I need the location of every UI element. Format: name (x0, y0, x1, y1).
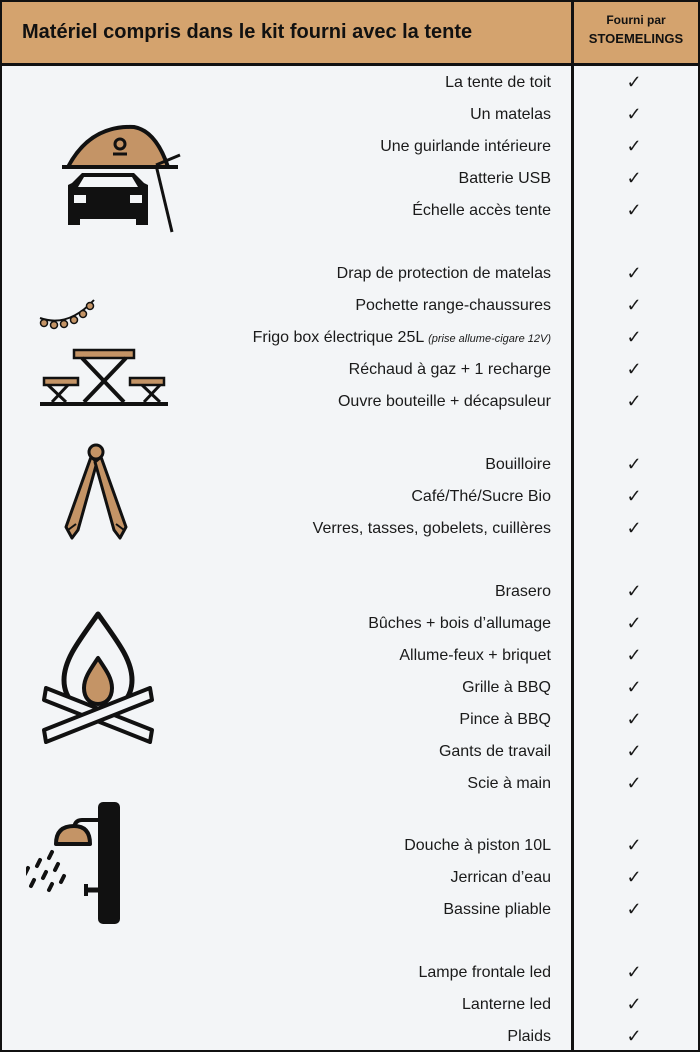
list-item (404, 836, 551, 856)
check-icon: ✓ (626, 359, 642, 379)
check-icon: ✓ (626, 454, 642, 474)
item-label: Drap de protection de matelas (336, 265, 551, 282)
item-label: Scie à main (467, 775, 551, 792)
check-icon: ✓ (626, 773, 642, 793)
check-icon: ✓ (626, 72, 642, 92)
check-icon: ✓ (626, 899, 642, 919)
list-item (443, 900, 551, 920)
item-label: Bûches + bois d’allumage (368, 615, 551, 632)
item-note: (prise allume-cigare 12V) (428, 333, 551, 345)
check-icon: ✓ (626, 391, 642, 411)
item-label: Bouilloire (485, 456, 551, 473)
check-icon: ✓ (626, 835, 642, 855)
item-label: Pince à BBQ (459, 711, 551, 728)
list-item (462, 995, 551, 1015)
picnic-table-garland-icon (38, 294, 170, 409)
item-label: Frigo box électrique 25L (252, 329, 424, 346)
item-label: Bassine pliable (443, 901, 551, 918)
item-label: Lampe frontale led (418, 964, 551, 981)
list-item (313, 519, 551, 539)
item-label: Pochette range-chaussures (355, 297, 551, 314)
list-item (459, 710, 551, 730)
list-item (418, 963, 551, 983)
item-label: Douche à piston 10L (404, 837, 551, 854)
check-icon: ✓ (626, 486, 642, 506)
list-item (399, 646, 551, 666)
check-icon: ✓ (626, 104, 642, 124)
list-item (412, 201, 551, 221)
item-label: Plaids (507, 1028, 551, 1045)
column-divider (571, 2, 574, 1050)
list-item (445, 73, 551, 93)
check-icon: ✓ (626, 994, 642, 1014)
item-label: Verres, tasses, gobelets, cuillères (312, 520, 551, 537)
item-label: Gants de travail (438, 743, 551, 760)
list-item (338, 392, 551, 412)
item-label: Échelle accès tente (412, 202, 551, 219)
check-icon: ✓ (626, 263, 642, 283)
shower-icon (26, 800, 126, 926)
item-label: Allume-feux + briquet (399, 647, 551, 664)
table-title: Matériel compris dans le kit fourni avec la tente (22, 21, 473, 43)
check-icon: ✓ (626, 327, 642, 347)
list-item (485, 455, 551, 475)
check-icon: ✓ (626, 581, 642, 601)
item-label: Lanterne led (462, 996, 551, 1013)
list-item (349, 360, 551, 380)
check-icon: ✓ (626, 1026, 642, 1046)
check-icon: ✓ (626, 741, 642, 761)
check-icon: ✓ (626, 518, 642, 538)
check-icon: ✓ (626, 613, 642, 633)
item-label: La tente de toit (445, 74, 551, 91)
item-label: Réchaud à gaz + 1 recharge (348, 361, 551, 378)
list-item (470, 105, 551, 125)
list-item (495, 582, 551, 602)
item-label: Brasero (494, 583, 551, 600)
list-item (368, 614, 551, 634)
list-item (451, 868, 552, 888)
list-item (467, 774, 551, 794)
check-icon: ✓ (626, 200, 642, 220)
table-header (2, 2, 698, 66)
item-label: Café/Thé/Sucre Bio (411, 488, 551, 505)
item-label: Ouvre bouteille + décapsuleur (337, 393, 551, 410)
check-icon: ✓ (626, 709, 642, 729)
check-icon: ✓ (626, 867, 642, 887)
check-icon: ✓ (626, 136, 642, 156)
check-icon: ✓ (626, 168, 642, 188)
item-label: Grille à BBQ (462, 679, 551, 696)
list-item (459, 169, 551, 189)
list-item (462, 678, 551, 698)
tongs-icon (56, 442, 136, 542)
item-label: Jerrican d’eau (450, 869, 551, 886)
provider-column-line2: STOEMELINGS (588, 31, 684, 46)
check-icon: ✓ (626, 962, 642, 982)
campfire-icon (38, 608, 158, 748)
check-icon: ✓ (626, 295, 642, 315)
list-item (507, 1027, 551, 1047)
check-icon: ✓ (626, 677, 642, 697)
check-icon: ✓ (626, 645, 642, 665)
list-item (380, 137, 551, 157)
item-label: Une guirlande intérieure (380, 138, 551, 155)
list-item (337, 264, 551, 284)
car-rooftop-tent-icon (50, 117, 190, 237)
provider-column-line1: Fourni par (606, 13, 666, 27)
provider-column-header (574, 12, 698, 48)
item-label: Un matelas (470, 106, 551, 123)
item-label: Batterie USB (458, 170, 551, 187)
list-item (253, 328, 551, 349)
list-item (411, 487, 551, 507)
list-item (355, 296, 551, 316)
list-item (439, 742, 551, 762)
